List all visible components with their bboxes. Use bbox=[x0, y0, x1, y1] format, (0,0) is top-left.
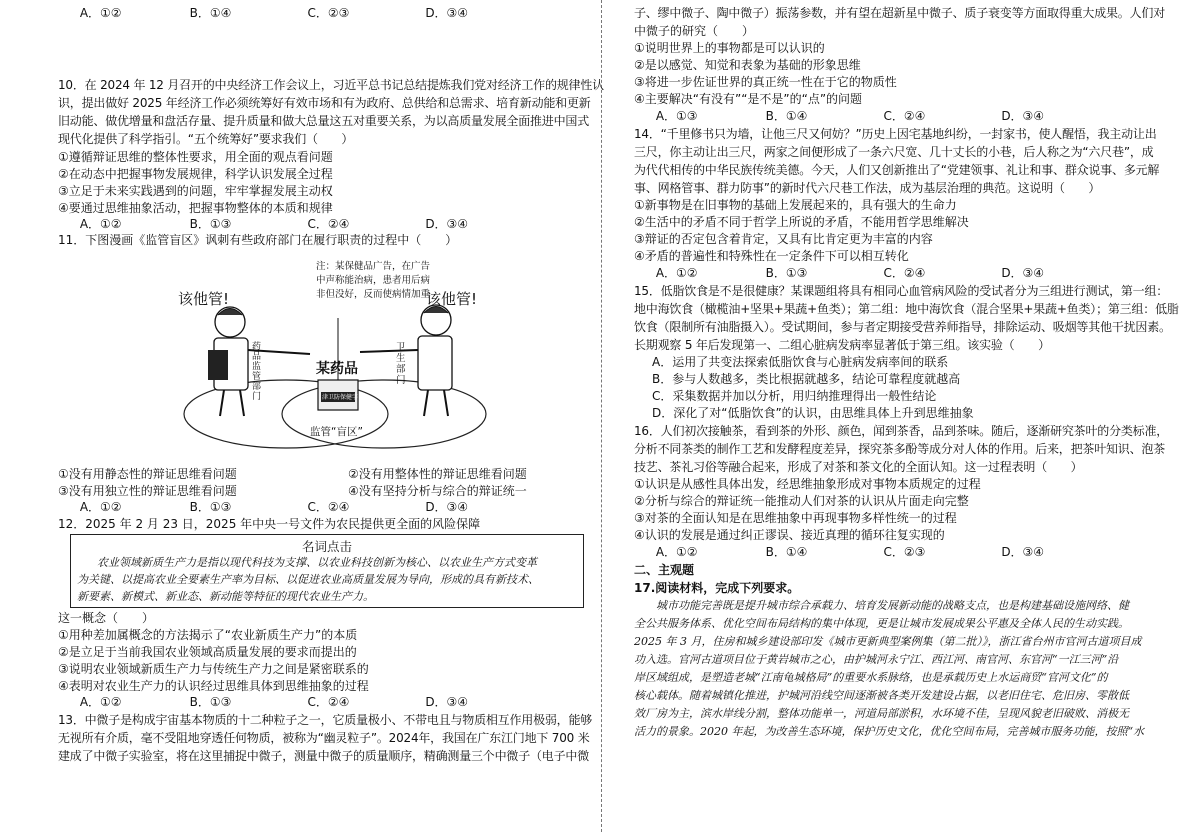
q16-option-b[interactable]: B．①④ bbox=[765, 545, 808, 559]
term-box-line-2: 为关键、以提高农业全要素生产率为目标、以促进农业高质量发展为导向，形成的具有新技术、 bbox=[77, 573, 539, 586]
q14-option-c[interactable]: C．②④ bbox=[883, 266, 926, 280]
q14-stem-3: 为代代相传的中华民族传统美德。今天，人们又创新推出了“党建领事、礼让和事、群众说事、多元解 bbox=[634, 163, 1160, 177]
q15-option-a[interactable]: A．运用了共变法探索低脂饮食与心脏病发病率间的联系 bbox=[652, 355, 949, 369]
q17-text-7: 效厂房为主，滨水岸线分割，整体功能单一，河道局部淤积，水环境不佳，呈现风貌老旧破败、消极无 bbox=[634, 707, 1129, 720]
q14-option-d[interactable]: D．③④ bbox=[1001, 266, 1045, 280]
q13-options bbox=[634, 108, 1044, 124]
speech-right: 该他管! bbox=[426, 290, 478, 308]
q17-text-2: 全公共服务体系、优化空间布局结构的集中体现，更是让城市发展成果公平惠及全体人民的生动实践。 bbox=[634, 617, 1129, 630]
q17-text-5: 岸区域组成，是塑造老城“江南龟城格局”的重要水系脉络，也是承载历史上水运商贸“官河文化”的 bbox=[634, 671, 1108, 684]
q10-stem-4: 现代化提供了科学指引。“五个统筹好”要求我们（ ） bbox=[58, 132, 354, 146]
q9-option-b[interactable]: B．①④ bbox=[189, 6, 232, 20]
q10-stem-1: 10．在 2024 年 12 月召开的中央经济工作会议上，习近平总书记总结提炼我们党对经济工作的规律性认 bbox=[58, 78, 604, 92]
q14-option-b[interactable]: B．①③ bbox=[765, 266, 808, 280]
q14-stem-2: 三尺，你主动让出三尺，两家之间便形成了一条六尺宽、几十丈长的小巷，后人称之为“六尺巷”，成 bbox=[634, 145, 1154, 159]
q12-option-c[interactable]: C．②④ bbox=[307, 695, 350, 709]
q13-option-a[interactable]: A．①③ bbox=[655, 109, 698, 123]
q10-option-b[interactable]: B．①③ bbox=[189, 217, 232, 231]
q9-option-c[interactable]: C．②③ bbox=[307, 6, 350, 20]
q11-item-2: ②没有用整体性的辩证思维看问题 bbox=[348, 467, 527, 481]
q13-stem-1: 13．中微子是构成宇宙基本物质的十二种粒子之一，它质量极小、不带电且与物质相互作用极弱，能够 bbox=[58, 713, 593, 727]
dept-right-label: 卫生部门 bbox=[396, 342, 406, 386]
q15-stem-2: 地中海饮食（橄榄油+坚果+果蔬+鱼类）；第二组：地中海饮食（混合坚果+果蔬+鱼类）；第三组：低脂 bbox=[634, 302, 1179, 316]
q14-options bbox=[634, 265, 1044, 281]
q10-item-1: ①遵循辩证思维的整体性要求，用全面的观点看问题 bbox=[58, 150, 333, 164]
q13-option-c[interactable]: C．②④ bbox=[883, 109, 926, 123]
q13-item-4: ④主要解决“有没有”“是不是”的“点”的问题 bbox=[634, 92, 863, 106]
q12-item-2: ②是立足于当前我国农业领域高质量发展的要求而提出的 bbox=[58, 645, 357, 659]
q14-stem-4: 事、网格管事、群力防事”的新时代六尺巷工作法，成为基层治理的典范。这说明（ ） bbox=[634, 181, 1101, 195]
blind-zone-label: 监管“盲区” bbox=[310, 426, 363, 438]
q13-item-1: ①说明世界上的事物都是可以认识的 bbox=[634, 41, 825, 55]
q10-option-a[interactable]: A．①② bbox=[79, 217, 122, 231]
cartoon-regulatory-blind-zone bbox=[178, 258, 488, 464]
column-divider bbox=[601, 0, 602, 832]
q13-cont-2: 中微子的研究（ ） bbox=[634, 24, 755, 38]
q16-item-2: ②分析与综合的辩证统一能推动人们对茶的认识从片面走向完整 bbox=[634, 494, 969, 508]
q11-option-a[interactable]: A．①② bbox=[79, 500, 122, 514]
q12-option-d[interactable]: D．③④ bbox=[425, 695, 469, 709]
q14-item-3: ③辩证的否定包含着肯定，又具有比肯定更为丰富的内容 bbox=[634, 232, 933, 246]
q12-options bbox=[58, 694, 468, 710]
q10-item-4: ④要通过思维抽象活动，把握事物整体的本质和规律 bbox=[58, 201, 333, 215]
q13-stem-3: 建成了中微子实验室，将在这里捕捉中微子，测量中微子的质量顺序，精确测量三个中微子（电子中微 bbox=[58, 749, 590, 763]
q14-item-4: ④矛盾的普遍性和特殊性在一定条件下可以相互转化 bbox=[634, 249, 909, 263]
q10-item-2: ②在动态中把握事物发展规律，科学认识发展全过程 bbox=[58, 167, 333, 181]
speech-left: 该他管! bbox=[178, 290, 230, 308]
q9-option-a[interactable]: A．①② bbox=[79, 6, 122, 20]
q17-title: 17.阅读材料，完成下列要求。 bbox=[634, 581, 800, 595]
q13-item-3: ③将进一步佐证世界的真正统一性在于它的物质性 bbox=[634, 75, 897, 89]
q16-option-a[interactable]: A．①② bbox=[655, 545, 698, 559]
q16-item-3: ③对茶的全面认知是在思维抽象中再现事物多样性统一的过程 bbox=[634, 511, 957, 525]
q14-item-1: ①新事物是在旧事物的基础上发展起来的，具有强大的生命力 bbox=[634, 198, 957, 212]
dept-left-label: 药品监管部门 bbox=[252, 342, 262, 402]
q13-cont-1: 子、缪中微子、陶中微子）振荡参数，并有望在超新星中微子、质子衰变等方面取得重大成果。人们对 bbox=[634, 6, 1166, 20]
q16-item-1: ①认识是从感性具体出发，经思维抽象形成对事物本质规定的过程 bbox=[634, 477, 981, 491]
box-label: 津卫防保健字 bbox=[322, 394, 359, 401]
q11-option-d[interactable]: D．③④ bbox=[425, 500, 469, 514]
q11-item-4: ④没有坚持分析与综合的辩证统一 bbox=[348, 484, 527, 498]
q12-option-a[interactable]: A．①② bbox=[79, 695, 122, 709]
q10-option-c[interactable]: C．②④ bbox=[307, 217, 350, 231]
q16-stem-1: 16．人们初次接触茶，看到茶的外形、颜色，闻到茶香，品到茶味。随后，逐渐研究茶叶的分类标准， bbox=[634, 424, 1169, 438]
q11-option-b[interactable]: B．①③ bbox=[189, 500, 232, 514]
q13-stem-2: 无视所有介质，毫不受阻地穿透任何物质，被称为“幽灵粒子”。2024年，我国在广东江门地下 700 米 bbox=[58, 731, 590, 745]
q17-text-3: 2025 年 3 月，住房和城乡建设部印发《城市更新典型案例集（第二批）》，浙江省台州市官河古道项目成 bbox=[634, 635, 1142, 648]
cartoon-note-line-3: 非但没好，反而使病情加重 bbox=[316, 289, 431, 300]
q15-option-b[interactable]: B．参与人数越多，类比根据就越多，结论可靠程度就越高 bbox=[652, 372, 961, 386]
q16-option-d[interactable]: D．③④ bbox=[1001, 545, 1045, 559]
q12-item-3: ③说明农业领域新质生产力与传统生产力之间是紧密联系的 bbox=[58, 662, 369, 676]
q16-stem-3: 技艺、茶礼习俗等融合起来，形成了对茶和茶文化的全面认知。这一过程表明（ ） bbox=[634, 460, 1083, 474]
q11-option-c[interactable]: C．②④ bbox=[307, 500, 350, 514]
q12-tail: 这一概念（ ） bbox=[58, 611, 155, 625]
q15-option-d[interactable]: D．深化了对“低脂饮食”的认识，由思维具体上升到思维抽象 bbox=[652, 406, 974, 420]
q17-text-6: 核心载体。随着城镇化推进，护城河沿线空间逐渐被各类开发建设占据，以老旧住宅、危旧房、零散低 bbox=[634, 689, 1129, 702]
q11-item-3: ③没有用独立性的辩证思维看问题 bbox=[58, 484, 237, 498]
term-box-line-1: 农业领域新质生产力是指以现代科技为支撑、以农业科技创新为核心、以农业生产方式变革 bbox=[97, 556, 537, 569]
q14-stem-1: 14．“千里修书只为墙，让他三尺又何妨？”历史上因宅基地纠纷，一封家书，使人醒悟，我主动让出 bbox=[634, 127, 1157, 141]
q13-option-b[interactable]: B．①④ bbox=[765, 109, 808, 123]
q11-options bbox=[58, 499, 468, 515]
q17-text-4: 功入选。官河古道项目位于黄岩城市之心，由护城河永宁江、西江河、南官河、东官河“一江三河”沿 bbox=[634, 653, 1119, 666]
q12-item-1: ①用种差加属概念的方法揭示了“农业新质生产力”的本质 bbox=[58, 628, 358, 642]
q10-stem-2: 识，提出做好 2025 年经济工作必须统筹好有效市场和有为政府、总供给和总需求、培育新动能和更新 bbox=[58, 96, 591, 110]
q17-text-1: 城市功能完善既是提升城市综合承载力、培育发展新动能的战略支点，也是构建基础设施网络、健 bbox=[656, 599, 1129, 612]
q16-options bbox=[634, 544, 1044, 560]
cartoon-note-line-2: 中声称能治病，患者用后病 bbox=[316, 275, 431, 286]
q10-stem-3: 旧动能、做优增量和盘活存量、提升质量和做大总量这五对重要关系，为以高质量发展全面推进中国式 bbox=[58, 114, 590, 128]
q10-options bbox=[58, 216, 468, 232]
q12-option-b[interactable]: B．①③ bbox=[189, 695, 232, 709]
q14-item-2: ②生活中的矛盾不同于哲学上所说的矛盾，不能用哲学思维解决 bbox=[634, 215, 969, 229]
q14-option-a[interactable]: A．①② bbox=[655, 266, 698, 280]
q11-stem: 11．下图漫画《监管盲区》讽刺有些政府部门在履行职责的过程中（ ） bbox=[58, 233, 458, 247]
q16-item-4: ④认识的发展是通过纠正谬误、接近真理的循环往复实现的 bbox=[634, 528, 945, 542]
q15-stem-3: 饮食（限制所有油脂摄入）。受试期间，参与者定期接受营养师指导，排除运动、吸烟等其他干扰因素。 bbox=[634, 320, 1171, 334]
q13-item-2: ②是以感觉、知觉和表象为基础的形象思维 bbox=[634, 58, 861, 72]
term-box bbox=[70, 534, 584, 608]
q15-option-c[interactable]: C．采集数据并加以分析，用归纳推理得出一般性结论 bbox=[652, 389, 937, 403]
cartoon-note-line-1: 注：某保健品广告，在广告 bbox=[316, 261, 431, 272]
q9-option-d[interactable]: D．③④ bbox=[425, 6, 469, 20]
q10-item-3: ③立足于未来实践遇到的问题，牢牢掌握发展主动权 bbox=[58, 184, 333, 198]
q15-stem-4: 长期观察 5 年后发现第一、二组心脏病发病率显著低于第三组。该实验（ ） bbox=[634, 338, 1050, 352]
q16-option-c[interactable]: C．②③ bbox=[883, 545, 926, 559]
q16-stem-2: 分析不同茶类的制作工艺和发酵程度差异，探究茶多酚等成分对人体的作用。后来，把茶叶知识、泡茶 bbox=[634, 442, 1166, 456]
q13-option-d[interactable]: D．③④ bbox=[1001, 109, 1045, 123]
term-box-line-3: 新要素、新模式、新业态、新动能等特征的现代农业生产力。 bbox=[77, 590, 374, 603]
q12-stem: 12．2025 年 2 月 23 日，2025 年中央一号文件为农民提供更全面的风险保障 bbox=[58, 517, 481, 531]
section-heading: 二、主观题 bbox=[634, 563, 695, 577]
q11-item-1: ①没有用静态性的辩证思维看问题 bbox=[58, 467, 237, 481]
q15-stem-1: 15．低脂饮食是不是很健康？某课题组将具有相同心血管病风险的受试者分为三组进行测试，第一组： bbox=[634, 284, 1169, 298]
q12-item-4: ④表明对农业生产力的认识经过思维具体到思维抽象的过程 bbox=[58, 679, 369, 693]
q10-option-d[interactable]: D．③④ bbox=[425, 217, 469, 231]
q17-text-8: 活力的景象。2020 年起，为改善生态环境，保护历史文化，优化空间布局，完善城市服务功能，按照“水 bbox=[634, 725, 1145, 738]
product-label: 某药品 bbox=[316, 361, 358, 377]
term-box-title: 名词点击 bbox=[301, 539, 352, 554]
cartoon-note bbox=[316, 260, 430, 302]
q9-options bbox=[58, 5, 468, 21]
